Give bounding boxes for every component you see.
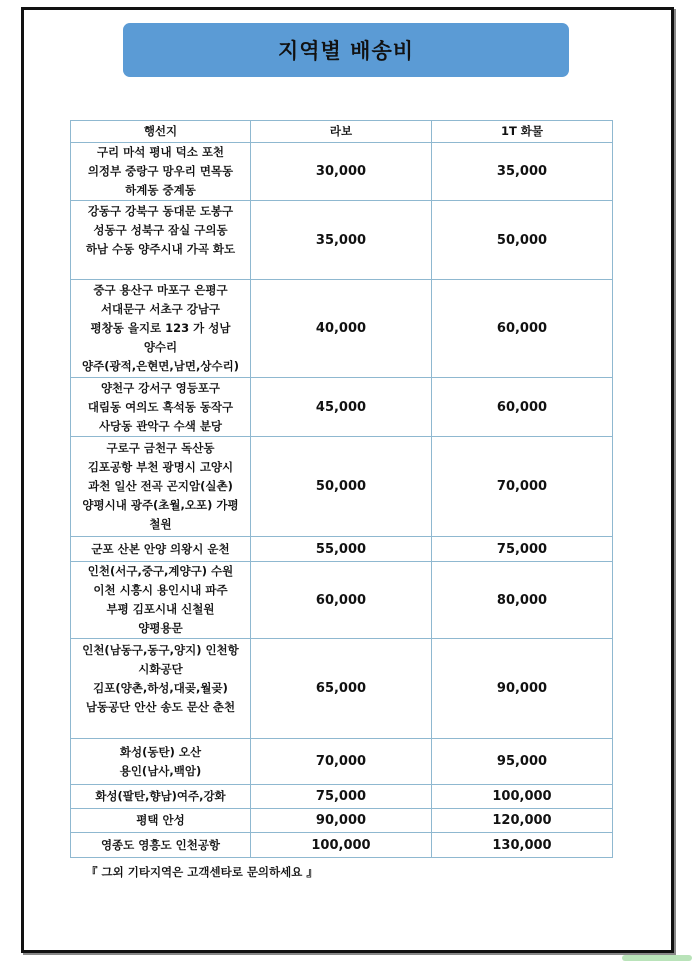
destination-line: 구로구 금천구 독산동 (106, 441, 215, 455)
destination-line: 과천 일산 전곡 곤지암(실촌) (88, 479, 233, 493)
truck-price-cell: 90,000 (432, 639, 613, 739)
destination-line: 대림동 여의도 흑석동 동작구 (87, 399, 234, 414)
truck-price-cell: 35,000 (432, 143, 613, 201)
labo-price-cell: 35,000 (251, 201, 432, 280)
truck-price-cell: 50,000 (432, 201, 613, 280)
destination-line: 평택 안성 (136, 813, 185, 827)
table-row (71, 739, 613, 785)
destination-line: 김포(양촌,하성,대곶,월곶) (93, 681, 228, 695)
labo-price-cell: 55,000 (251, 537, 432, 562)
table-row (71, 201, 613, 280)
header-1t-truck: 1T 화물 (432, 121, 613, 143)
destination-line: 의정부 중랑구 망우리 면목동 (87, 164, 234, 178)
labo-price-cell: 70,000 (251, 739, 432, 785)
table-row (71, 639, 613, 739)
labo-price-cell: 65,000 (251, 639, 432, 739)
table-row (71, 562, 613, 639)
destination-line: 김포공항 부천 광명시 고양시 (87, 460, 234, 474)
table-header-row (71, 121, 613, 143)
destination-line: 강동구 강북구 동대문 도봉구 (87, 204, 234, 218)
labo-price-cell: 60,000 (251, 562, 432, 639)
destination-cell (71, 809, 251, 833)
destination-cell (71, 143, 251, 201)
footer-note: 『 그외 기타지역은 고객센타로 문의하세요 』 (86, 865, 318, 879)
labo-price-cell: 30,000 (251, 143, 432, 201)
table-row (71, 143, 613, 201)
labo-price-cell: 45,000 (251, 378, 432, 437)
destination-line: 인천(서구,중구,계양구) 수원 (87, 564, 234, 578)
truck-price-cell: 60,000 (432, 378, 613, 437)
destination-line (75, 259, 246, 278)
labo-price-cell: 40,000 (251, 280, 432, 378)
destination-line: 사당동 관악구 수색 분당 (98, 418, 223, 433)
title-banner (123, 23, 569, 77)
destination-line: 시화공단 (138, 662, 183, 676)
destination-line: 화성(팔탄,향남)여주,강화 (95, 789, 226, 803)
destination-line: 이천 시흥시 용인시내 파주 (93, 583, 228, 597)
destination-line: 용인(남사,백암) (119, 763, 202, 778)
table-row (71, 785, 613, 809)
destination-cell (71, 378, 251, 437)
destination-line: 양평용문 (138, 621, 183, 635)
truck-price-cell: 120,000 (432, 809, 613, 833)
destination-line: 평창동 을지로 123 가 성남 (90, 321, 231, 335)
table-row (71, 280, 613, 378)
destination-line (75, 717, 246, 736)
destination-cell (71, 437, 251, 537)
destination-line: 양수리 (143, 340, 178, 354)
table-row (71, 378, 613, 437)
truck-price-cell: 80,000 (432, 562, 613, 639)
scroll-indicator (622, 955, 692, 961)
destination-cell (71, 833, 251, 858)
destination-line: 인천(남동구,동구,양지) 인천항 (82, 643, 239, 657)
destination-cell (71, 562, 251, 639)
shipping-fee-table (70, 120, 613, 858)
labo-price-cell: 90,000 (251, 809, 432, 833)
truck-price-cell: 70,000 (432, 437, 613, 537)
destination-cell (71, 639, 251, 739)
table-row (71, 809, 613, 833)
labo-price-cell: 50,000 (251, 437, 432, 537)
truck-price-cell: 95,000 (432, 739, 613, 785)
destination-line: 영종도 영흥도 인천공항 (100, 837, 221, 852)
destination-line: 서대문구 서초구 강남구 (100, 302, 221, 316)
destination-line: 양주(광적,은현면,남면,상수리) (82, 359, 239, 373)
destination-line: 하남 수동 양주시내 가곡 화도 (85, 242, 236, 256)
destination-line: 양천구 강서구 영등포구 (100, 380, 221, 395)
table-row (71, 833, 613, 858)
destination-line: 남동공단 안산 송도 문산 춘천 (85, 700, 236, 714)
truck-price-cell: 130,000 (432, 833, 613, 858)
header-labo: 라보 (251, 121, 432, 143)
destination-cell (71, 201, 251, 280)
table-row (71, 537, 613, 562)
labo-price-cell: 75,000 (251, 785, 432, 809)
page-title: 지역별 배송비 (277, 39, 415, 63)
destination-cell (71, 739, 251, 785)
destination-line: 철원 (149, 517, 172, 531)
destination-cell (71, 280, 251, 378)
header-destination: 행선지 (71, 121, 251, 143)
truck-price-cell: 100,000 (432, 785, 613, 809)
labo-price-cell: 100,000 (251, 833, 432, 858)
destination-line: 구리 마석 평내 덕소 포천 (96, 145, 225, 159)
destination-line: 하계동 중계동 (125, 183, 196, 197)
destination-line: 군포 산본 안양 의왕시 운천 (91, 541, 230, 556)
truck-price-cell: 60,000 (432, 280, 613, 378)
truck-price-cell: 75,000 (432, 537, 613, 562)
table-row (71, 437, 613, 537)
destination-line: 중구 용산구 마포구 은평구 (93, 283, 228, 297)
destination-cell (71, 785, 251, 809)
destination-line: 화성(동탄) 오산 (119, 744, 202, 759)
destination-line: 부평 김포시내 신철원 (106, 602, 215, 616)
destination-line: 양평시내 광주(초월,오포) 가평 (82, 498, 239, 512)
destination-cell (71, 537, 251, 562)
destination-line: 성동구 성북구 잠실 구의동 (93, 223, 228, 237)
